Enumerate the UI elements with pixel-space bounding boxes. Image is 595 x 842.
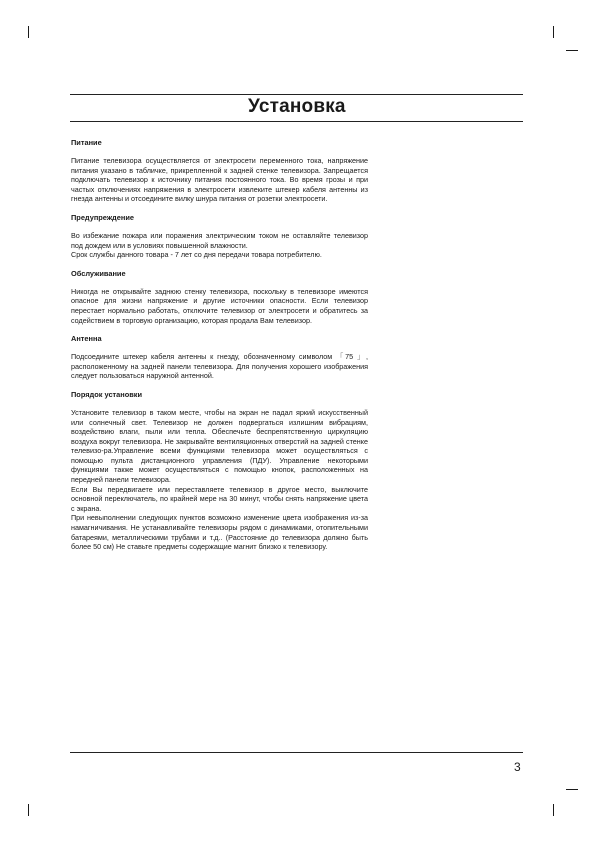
paragraph: Во избежание пожара или поражения электрическим током не оставляйте телевизор под дождем или в условиях повышенной влажности. — [71, 230, 368, 250]
paragraph: Если Вы передвигаете или переставляете телевизор в другое место, выключите основной переключатель, по крайней мере на 30 минут, чтобы снять напряжение цвета с экрана. — [71, 484, 368, 513]
crop-mark-top-left — [28, 26, 29, 38]
header-rule-top — [70, 94, 523, 95]
crop-mark-bottom-right — [553, 804, 554, 816]
section-title: Питание — [71, 138, 102, 147]
paragraph: Питание телевизора осуществляется от электросети переменного тока, напряжение питания указано в табличке, прикрепленной к задней стенке телевизора. Запрещается подключать телевизор к источнику питания постоянного тока. Во время грозы и при частых отключениях напряжения в электросети извлеките штекер кабеля антенны из гнезда антенны и отсоедините вилку шнура питания от розетки электросети. — [71, 156, 368, 204]
section-warning — [71, 213, 368, 260]
header-rule-bottom — [70, 121, 523, 122]
section-service — [71, 269, 368, 325]
crop-mark-bottom-right-h — [566, 789, 578, 790]
footer-rule — [70, 752, 523, 753]
section-power — [71, 138, 368, 204]
paragraph: При невыполнении следующих пунктов возможно изменение цвета изображения из-за намагничивания. Не устанавливайте телевизоры рядом с динамиками, отопительными батареями, металлическими трубами и т.д.. (Расстояние до телевизора должно быть более 50 см) Не ставьте предметы содержащие магнит близко к телевизору. — [71, 513, 368, 552]
section-title: Обслуживание — [71, 268, 126, 278]
crop-mark-top-right — [553, 26, 554, 38]
crop-mark-bottom-left — [28, 804, 29, 816]
paragraph: Срок службы данного товара - 7 лет со дня передачи товара потребителю. — [71, 250, 322, 260]
page-title: Установка — [248, 96, 346, 117]
section-title: Порядок установки — [71, 389, 143, 399]
section-title: Предупреждение — [71, 212, 134, 222]
paragraph: Никогда не открывайте заднюю стенку телевизора, поскольку в телевизоре имеются опасное для жизни напряжение и другие источники опасности. Если телевизор перестает нормально работать, отключите телевизор от электросети и обратитесь за содействием в торговую организацию, которая продала Вам телевизор. — [71, 286, 368, 325]
page-number: 3 — [514, 760, 521, 774]
paragraph: Установите телевизор в таком месте, чтобы на экран не падал яркий искусственный или солнечный свет. Телевизор не должен подвергаться излишним вибрациям, воздействию влаги, пыли или тепла. Обеспечьте беспрепятственную циркуляцию воздуха вокруг телевизора. Не закрывайте вентиляционных отверстий на задней стенке телевизо-ра.Управление всеми функциями телевизора может осуществляться с помощью пульта дистанционного управления (ПДУ). Управление некоторыми функциями также может осуществляться с помощью кнопок, расположенных на передней панели телевизора. — [71, 407, 368, 485]
document-body — [71, 133, 368, 561]
section-title: Антенна — [71, 334, 102, 344]
section-installation — [71, 390, 368, 552]
paragraph: Подсоедините штекер кабеля антенны к гнезду, обозначенному символом 「75 」, расположенному на задней панели телевизора. Для получения хорошего изображения следует пользоваться наружной антенной. — [71, 352, 368, 381]
section-antenna — [71, 334, 368, 381]
crop-mark-top-right-h — [566, 50, 578, 51]
